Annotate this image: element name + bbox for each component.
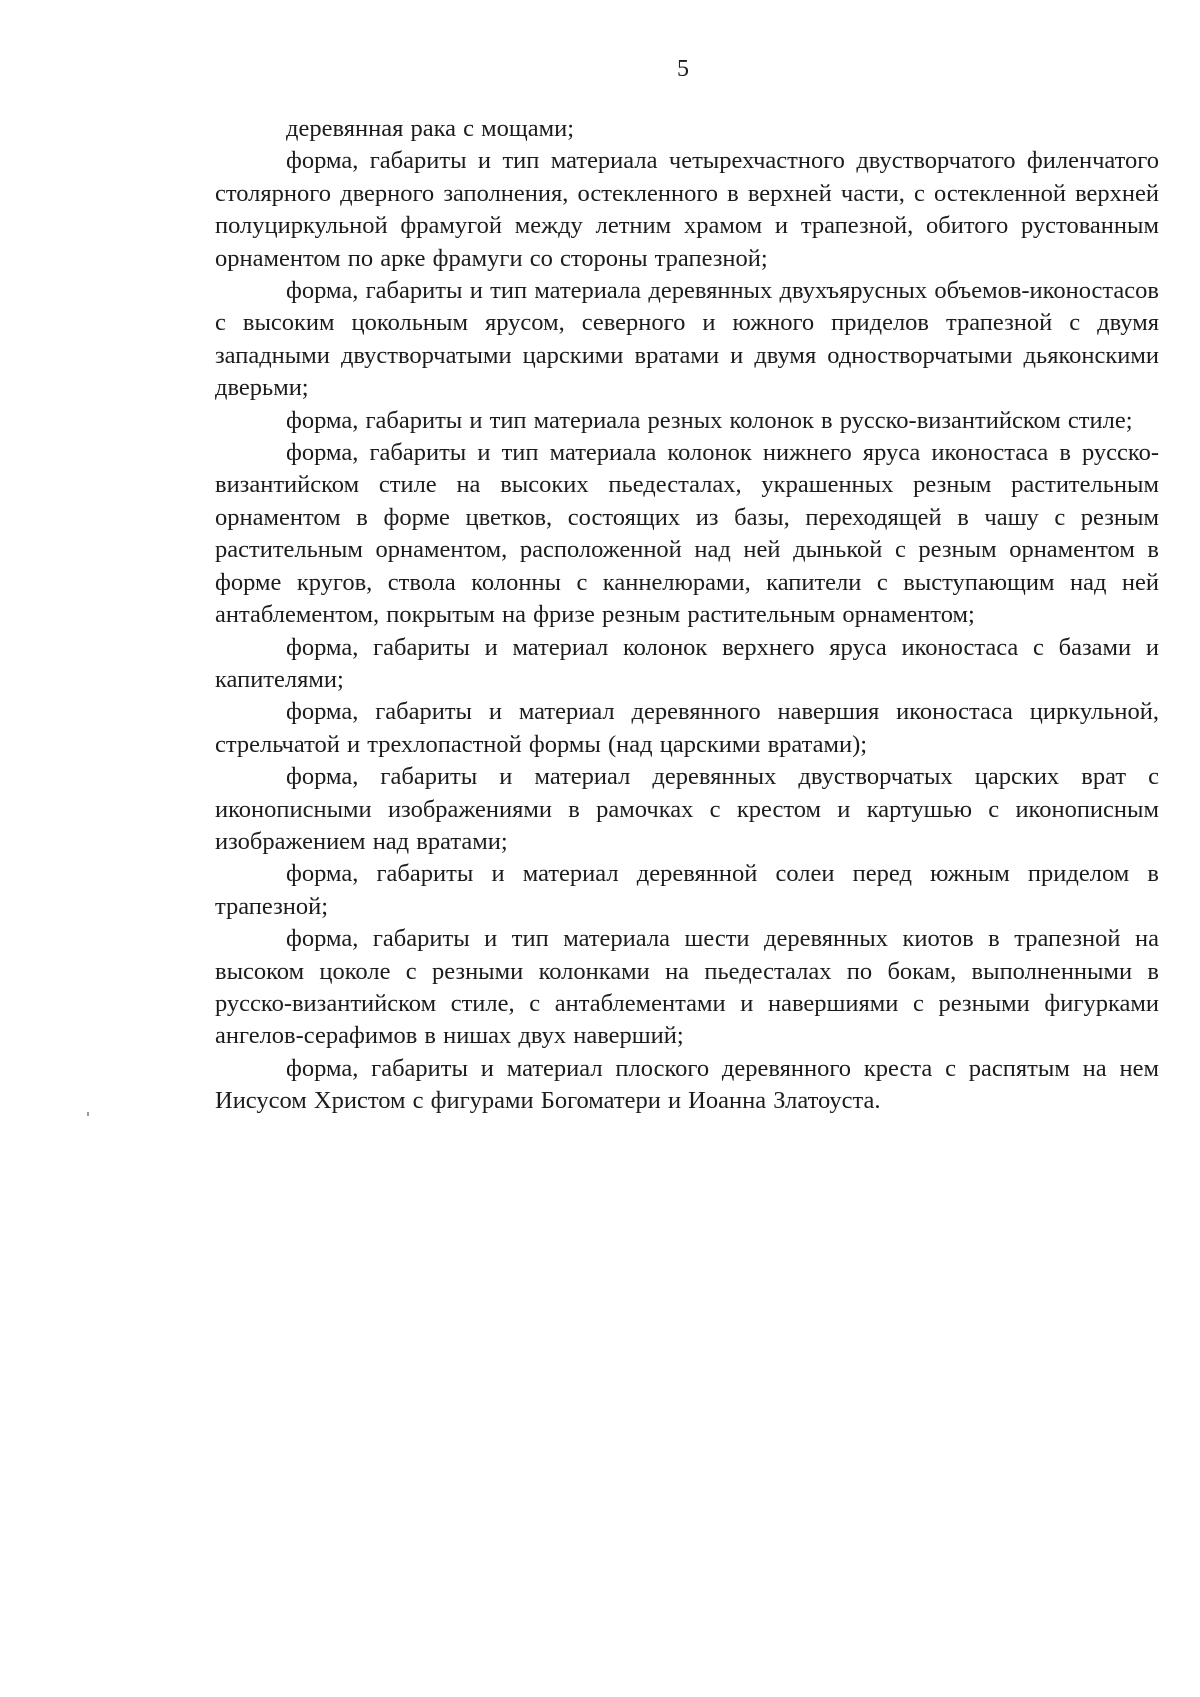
page-number: 5 <box>677 56 689 82</box>
scan-speck <box>87 1112 89 1116</box>
paragraph: форма, габариты и тип материала колонок нижнего яруса иконостаса в русско-византийском стиле на высоких пьедесталах, украшенных резным растительным орнаментом в форме цветков, состоящих из базы, переходящей в чашу с резным растительным орнаментом, расположенной над ней дынькой с резным орнаментом в форме кругов, ствола колонны с каннелюрами, капители с выступающим над ней антаблементом, покрытым на фризе резным растительным орнаментом; <box>215 439 1159 629</box>
paragraph: форма, габариты и материал деревянных двустворчатых царских врат с иконописными изображениями в рамочках с крестом и картушью с иконописным изображением над вратами; <box>215 763 1159 855</box>
paragraph: форма, габариты и тип материала деревянных двухъярусных объемов-иконостасов с высоким цокольным ярусом, северного и южного приделов трапезной с двумя западными двустворчатыми царскими вратами и двумя одностворчатыми дьяконскими дверьми; <box>215 277 1159 402</box>
paragraph: форма, габариты и материал деревянной солеи перед южным приделом в трапезной; <box>215 860 1159 920</box>
paragraph: деревянная рака с мощами; <box>286 115 575 142</box>
paragraph: форма, габариты и материал деревянного навершия иконостаса циркульной, стрельчатой и трехлопастной формы (над царскими вратами); <box>215 698 1159 758</box>
paragraph: форма, габариты и материал плоского деревянного креста с распятым на нем Иисусом Христом с фигурами Богоматери и Иоанна Златоуста. <box>215 1054 1159 1115</box>
paragraph: форма, габариты и тип материала шести деревянных киотов в трапезной на высоком цоколе с резными колонками на пьедесталах по бокам, выполненными в русско-византийском стиле, с антаблементами и навершиями с резными фигурками ангелов-серафимов в нишах двух наверший; <box>215 925 1159 1050</box>
body-text <box>215 113 1159 1118</box>
paragraph: форма, габариты и тип материала резных колонок в русско-византийском стиле; <box>286 406 1133 434</box>
paragraph: форма, габариты и тип материала четырехчастного двустворчатого филенчатого столярного дверного заполнения, остекленного в верхней части, с остекленной верхней полуциркульной фрамугой между летним храмом и трапезной, обитого рустованным орнаментом по арке фрамуги со стороны трапезной; <box>215 147 1159 272</box>
paragraph: форма, габариты и материал колонок верхнего яруса иконостаса с базами и капителями; <box>215 633 1159 693</box>
